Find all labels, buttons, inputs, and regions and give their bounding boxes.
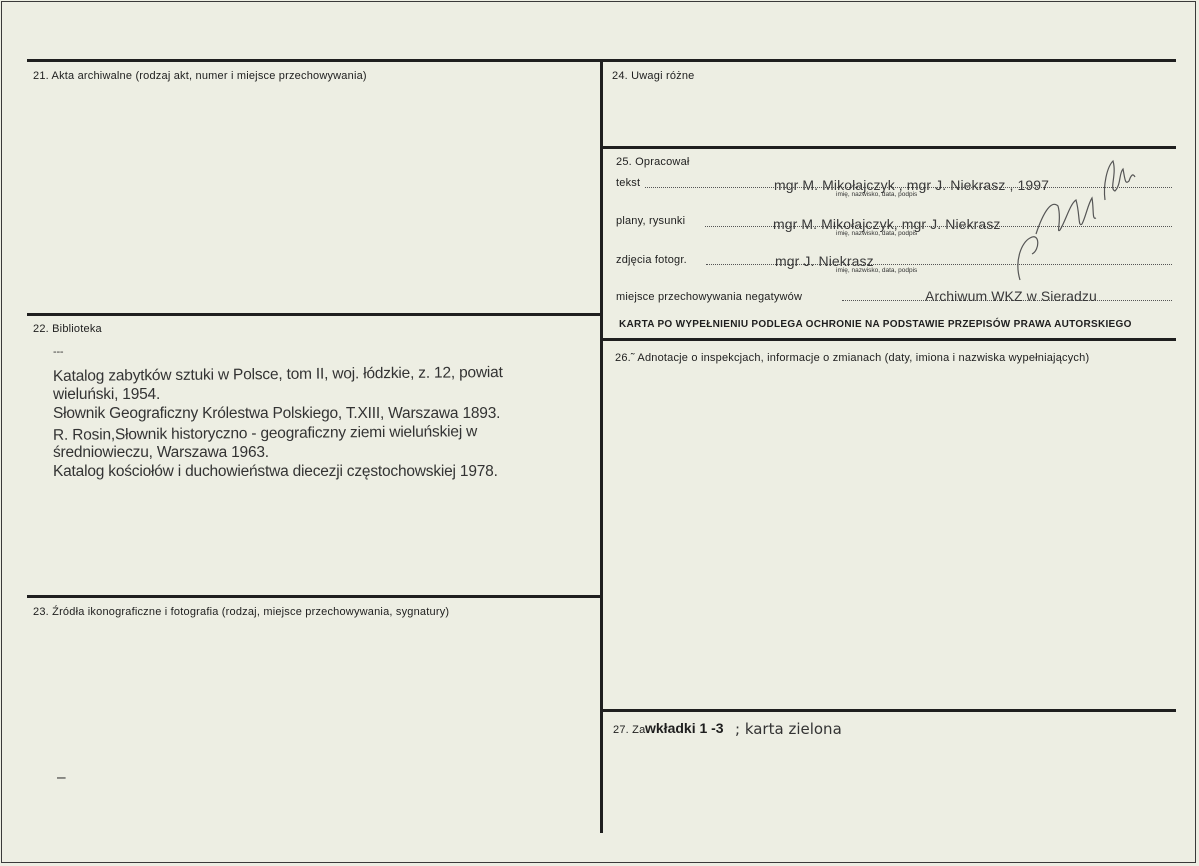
tekst-caption: imię, nazwisko, data, podpis <box>836 191 918 198</box>
section-24-label: 24. Uwagi różne <box>612 70 695 82</box>
top-rule-right <box>603 59 1176 62</box>
rule-21-22 <box>27 313 601 316</box>
bibliography-line: Katalog zabytków sztuki w Polsce, tom II, woj. łódzkie, z. 12, powiat <box>52 364 503 385</box>
section-21-label: 21. Akta archiwalne (rodzaj akt, numer i miejsce przechowywania) <box>33 70 367 82</box>
section-26-label: 26.˜ Adnotacje o inspekcjach, informacje o zmianach (daty, imiona i nazwiska wypełniających) <box>615 352 1090 364</box>
plany-value: mgr M. Mikołajczyk, mgr J. Niekrasz <box>773 216 1001 232</box>
center-divider <box>600 59 603 833</box>
top-rule-left <box>27 59 601 62</box>
section-23-label: 23. Źródła ikonograficzne i fotografia (rodzaj, miejsce przechowywania, sygnatury) <box>33 606 450 618</box>
bibliography-line: wieluński, 1954. <box>53 386 161 403</box>
section-22-dash: --- <box>53 346 64 358</box>
tekst-value: mgr M. Mikołajczyk , mgr J. Niekrasz , 1997 <box>774 177 1050 193</box>
bibliography-line: średniowieczu, Warszawa 1963. <box>53 444 269 461</box>
bibliography-line: R. Rosin,Słownik historyczno - geograficzny ziemi wieluńskiej w <box>52 423 478 444</box>
bibliography-line: Słownik Geograficzny Królestwa Polskiego, T.XIII, Warszawa 1893. <box>53 405 501 422</box>
rule-25-26 <box>603 338 1176 341</box>
tekst-label: tekst <box>616 177 641 189</box>
rule-24-25 <box>603 146 1176 149</box>
section-25-label: 25. Opracował <box>616 156 690 168</box>
signature-mark <box>1000 190 1110 290</box>
plany-caption: imię, nazwisko, data, podpis <box>836 230 918 237</box>
section-22-label: 22. Biblioteka <box>33 323 102 335</box>
miejsce-label: miejsce przechowywania negatywów <box>616 291 803 303</box>
zdjecia-caption: imię, nazwisko, data, podpis <box>836 267 918 274</box>
rule-22-23 <box>27 595 601 598</box>
section-23-dash: – <box>57 769 66 786</box>
rule-26-27 <box>603 709 1176 712</box>
bibliography-line: Katalog kościołów i duchowieństwa diecezji częstochowskiej 1978. <box>53 463 498 480</box>
copyright-notice: KARTA PO WYPEŁNIENIU PODLEGA OCHRONIE NA PODSTAWIE PRZEPISÓW PRAWA AUTORSKIEGO <box>619 319 1132 330</box>
section-27-handwritten: ; karta zielona <box>735 720 842 738</box>
section-27-stamp: wkładki 1 -3 <box>645 720 724 736</box>
zdjecia-label: zdjęcia fotogr. <box>616 254 687 266</box>
miejsce-value: Archiwum WKZ w Sieradzu <box>925 288 1097 304</box>
section-27-prefix: 27. Za <box>613 724 646 736</box>
zdjecia-value: mgr J. Niekrasz <box>775 253 874 269</box>
plany-label: plany, rysunki <box>616 215 686 227</box>
